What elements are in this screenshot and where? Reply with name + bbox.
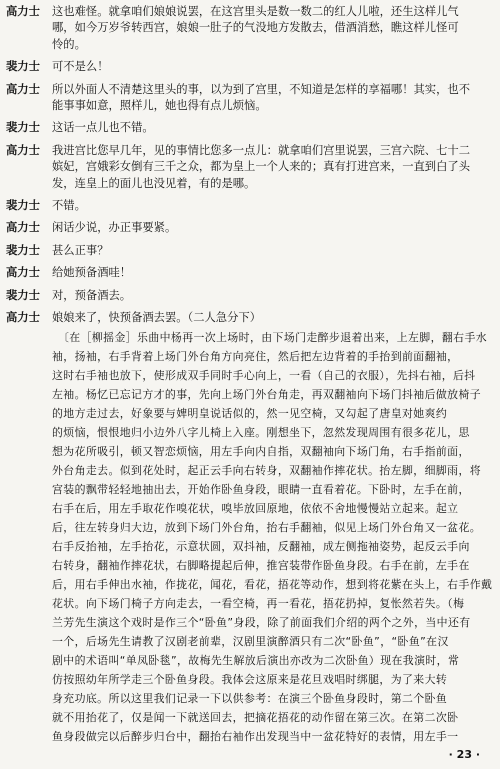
dialogue-line [6,220,492,236]
dialogue-text: 怜的。 [52,37,86,51]
stage-line: 想为花所吸引，顿又智恋烦恼，用左手向内自指，双翻袖向下场门角，右手指前面， [52,444,470,458]
dialogue-text: 不错。 [52,199,86,213]
dialogue-section [6,4,492,327]
stage-line: 鱼身段做完以后醉步归台中，翻抬右袖作出发现当中一盆花特好的表情，用左手一 [52,730,459,744]
dialogue-text: 给她预备酒哇！ [52,266,132,280]
speaker-name: 高力士 [6,143,40,157]
dialogue-text: 这话一点儿也不错。 [52,121,154,135]
dialogue-line [6,143,492,159]
stage-line: 剧中的术语叫“单凤卧毯”，故梅先生解放后演出亦改为二次卧鱼）现在我演时，常 [52,654,460,668]
speaker-name [6,98,52,114]
dialogue-text: 可不是么！ [52,60,109,74]
dialogue-text: 娘娘来了，快预备酒去罢。（二人急分下） [52,311,261,325]
speaker-name [6,20,52,36]
dialogue-line [6,198,492,214]
dialogue-text: 所以外面人不清楚这里头的事，以为到了宫里，不知道是怎样的享福哪！其实，也不 [52,82,470,96]
speaker-name: 裴力士 [6,288,40,302]
dialogue-text: 对，预备酒去。 [52,288,132,302]
dialogue-line [6,37,492,53]
stage-line: 后，往左转身归大边，放到下场门外台角，抬右手翻袖，似见上场门外台角又一盆花。 [52,520,482,534]
stage-line: 一个，后场先生请教了汉剧老前辈，汉剧里演醉酒只有二次“卧鱼”，“卧鱼”在汉 [52,635,449,649]
speaker-name: 裴力士 [6,243,40,257]
speaker-name: 高力士 [6,82,40,96]
dialogue-line [6,4,492,20]
speaker-name [6,37,52,53]
speaker-name: 高力士 [6,5,40,18]
stage-line: 仿按照幼年所学走三个卧鱼身段。我体会这原来是花旦戏唱时绑腿，为了来大转 [52,673,448,687]
speaker-name: 裴力士 [6,199,40,213]
page-number: · 23 · [448,748,480,761]
speaker-name [6,159,52,175]
dialogue-text: 闲话少说，办正事要紧。 [52,221,177,235]
speaker-name: 高力士 [6,221,40,235]
stage-line: 外台角走去。似到花处时，起正云手向右转身，双翻袖作摔花状。抬左脚，细脚雨，将 [52,463,482,477]
dialogue-text: 发，连皇上的面儿也没见着，有的是哪。 [52,176,256,190]
stage-line: 〔在［柳摇金］乐曲中杨再一次上场时，由下场门走醉步退着出来，上左脚，翻右手水 [58,330,488,344]
speaker-name: 裴力士 [6,60,40,74]
dialogue-line [6,288,492,304]
dialogue-line [6,120,492,136]
stage-line: 花状。向下场门椅子方向走去，一看空椅，再一看花，捂花扔掉，复怅然若失。（梅 [52,597,465,611]
dialogue-text: 哪，如今万岁爷转西宫，娘娘一肚子的气没地方发散去，借酒消愁，瞧这样儿怪可 [52,21,459,35]
dialogue-line [6,176,492,192]
stage-line: 宫装的飘带轻轻地抽出去，开始作卧鱼身段，眼睛一直看着花。下卧时，左手在前， [52,482,470,496]
dialogue-line [6,243,492,259]
dialogue-line [6,159,492,175]
stage-directions [6,328,492,747]
dialogue-text: 能事事如意，照样儿，她也得有点儿烦恼。 [52,99,267,113]
stage-line: 的烦恼，恨恨地归小边外八字儿椅上入座。刚想坐下，忽然发现周围有很多花儿，思 [52,425,470,439]
dialogue-text: 甚么正事？ [52,243,109,257]
dialogue-text: 这也难怪。就拿咱们娘娘说罢，在这宫里头是数一数二的红人儿啦，还生这样儿气 [52,5,459,18]
stage-line: 后，用右手伸出水袖，作拢花，闻花，看花，捂花等动作，想到将花紫在头上，右手作戴 [52,578,492,592]
stage-line: 右手在后，用左手取花作嗅花状，嗅毕放回原地，依依不舍地慢慢站立起来。起立 [52,501,459,515]
stage-line: 身充功底。所以这里我们记录一下以供参考：在演三个卧鱼身段时，第二个卧鱼 [52,692,448,706]
stage-line: 的地方走过去，好象要与婢明皇说话似的，然一见空椅，又勾起了唐皇对她爽约 [52,406,448,420]
speaker-name: 裴力士 [6,121,40,135]
dialogue-text: 嫔妃，宫娥彩女倒有三千之众，都为皇上一个人来的；真有打进宫来，一直到白了头 [52,160,470,174]
dialogue-text: 我进宫比您早几年，见的事情比您多一点儿：就拿咱们宫里说罢，三宫六院、七十二 [52,143,470,157]
speaker-name: 高力士 [6,311,40,325]
dialogue-line [6,310,492,326]
stage-line: 就不用抬花了，仅是闻一下就送回去，把摘花捂花的动作留在第三次。在第二次卧 [52,711,459,725]
stage-line: 兰芳先生演这个戏时是作三个“卧鱼”身段，除了前面我们介绍的两个之外，当中还有 [52,616,471,630]
stage-line: 这时右手袖也放下，使形成双手同时手心向上，一看（自己的衣服），先抖右袖，后抖 [52,368,476,382]
dialogue-line [6,59,492,75]
dialogue-line [6,98,492,114]
stage-line: 右手反抬袖，左手抬花，示意状圆，双抖袖，反翻袖，成左侧拖袖姿势，起反云手向 [52,540,470,554]
dialogue-line [6,82,492,98]
stage-line: 左袖。杨忆已忘记方才的事，先向上场门外台角走，再双翻袖向下场门抖袖后做放椅子 [52,387,482,401]
dialogue-line [6,265,492,281]
stage-line: 袖，扬袖，右手背着上场门外台角方向亮住，然后把左边背着的手抬到前面翻袖， [52,349,459,363]
dialogue-line [6,20,492,36]
speaker-name: 高力士 [6,266,40,280]
stage-line: 右转身，翻袖作摔花状，右脚略提起后伸，推宫装带作卧鱼身段。右手在前，左手在 [52,559,470,573]
speaker-name [6,176,52,192]
